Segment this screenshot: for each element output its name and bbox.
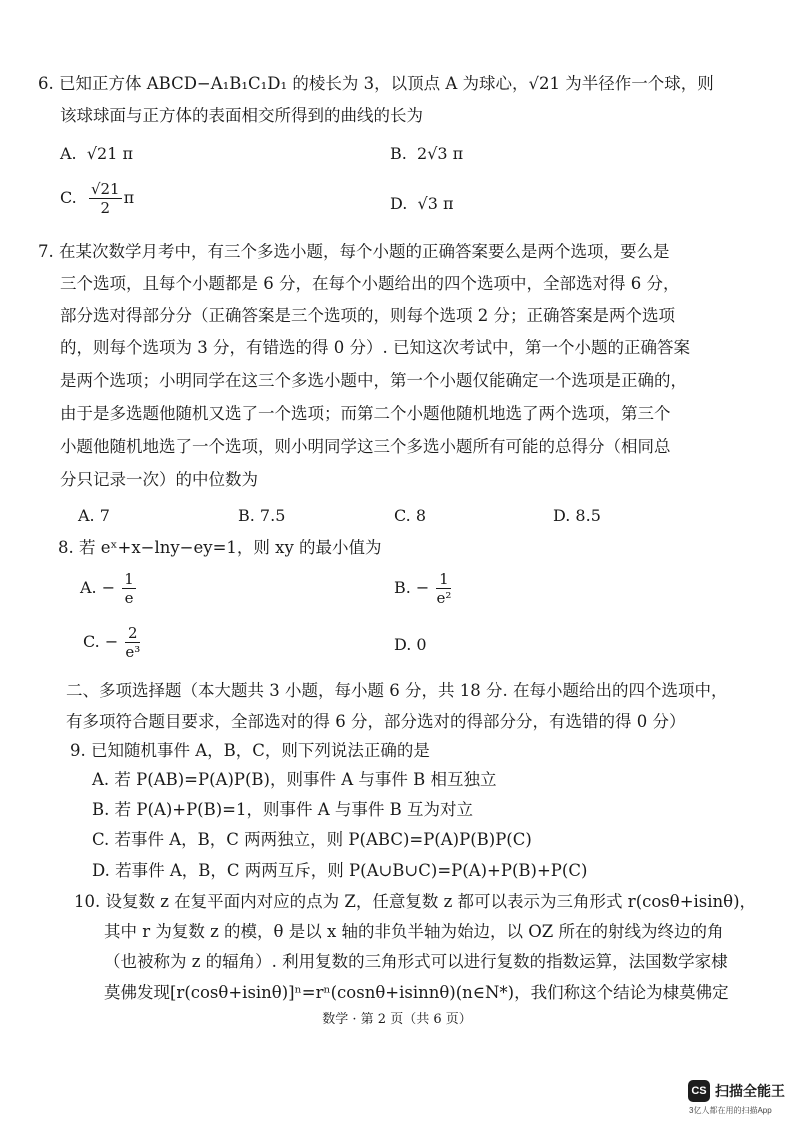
q7-option-d: D. 8.5 — [553, 506, 601, 525]
q7-stem-line1: 7. 在某次数学月考中，有三个多选小题，每个小题的正确答案要么是两个选项，要么是 — [38, 242, 670, 261]
q8-option-b: B. − $\frac{1}{\text{e²}}$ — [394, 570, 452, 607]
q10-stem-line1: 10. 设复数 z 在复平面内对应的点为 Z，任意复数 z 都可以表示为三角形式 r(cosθ+isinθ)， — [74, 892, 757, 911]
q7-stem-line2: 三个选项，且每个小题都是 6 分，在每个小题给出的四个选项中，全部选对得 6 分， — [60, 274, 680, 293]
q9-option-a: A. 若 P(AB)=P(A)P(B)，则事件 A 与事件 B 相互独立 — [92, 770, 497, 789]
q6-option-c-fraction: $\frac{√21}{2}$ — [90, 180, 120, 217]
section2-heading-line2: 有多项符合题目要求，全部选对的得 6 分，部分选对的得部分分，有选错的得 0 分） — [66, 712, 686, 731]
q7-option-c: C. 8 — [394, 506, 427, 525]
q8-option-d: D. 0 — [394, 635, 427, 654]
q6-option-a: A. √21 π — [60, 144, 133, 163]
q7-stem-line3: 部分选对得部分分（正确答案是三个选项的，则每个选项 2 分；正确答案是两个选项 — [60, 306, 675, 325]
q9-stem: 9. 已知随机事件 A，B，C，则下列说法正确的是 — [70, 741, 430, 760]
q9-option-b: B. 若 P(A)+P(B)=1，则事件 A 与事件 B 互为对立 — [92, 800, 474, 819]
q7-option-b: B. 7.5 — [238, 506, 286, 525]
q7-stem-line8: 分只记录一次）的中位数为 — [60, 470, 258, 489]
q6-option-d: D. √3 π — [390, 194, 454, 213]
q6-stem-line2: 该球球面与正方体的表面相交所得到的曲线的长为 — [60, 106, 423, 125]
q7-stem-line5: 是两个选项；小明同学在这三个多选小题中，第一个小题仅能确定一个选项是正确的， — [60, 371, 687, 390]
page-footer: 数学 · 第 2 页（共 6 页） — [322, 1012, 472, 1027]
q8-option-a-fraction: $\frac{1}{e}$ — [124, 570, 134, 607]
camscanner-logo-icon: CS — [688, 1080, 710, 1102]
q6-option-c: C. $\frac{√21}{2}$ π — [60, 180, 135, 217]
camscanner-name: 扫描全能王 — [715, 1083, 785, 1099]
q9-option-c: C. 若事件 A，B，C 两两独立，则 P(ABC)=P(A)P(B)P(C) — [92, 830, 532, 849]
q8-stem: 8. 若 eˣ+x−lny−ey=1，则 xy 的最小值为 — [58, 538, 382, 557]
q6-option-b: B. 2√3 π — [390, 144, 464, 163]
q7-stem-line4: 的，则每个选项为 3 分，有错选的得 0 分）. 已知这次考试中，第一个小题的正确答案 — [60, 338, 690, 357]
q10-stem-line4: 莫佛发现[r(cosθ+isinθ)]ⁿ=rⁿ(cosnθ+isinnθ)(n∈N*)，我们称这个结论为棣莫佛定 — [104, 983, 729, 1002]
q6-option-b-value: 2√3 π — [417, 144, 464, 163]
q10-stem-line3: （也被称为 z 的辐角）. 利用复数的三角形式可以进行复数的指数运算，法国数学家棣 — [104, 952, 728, 971]
q8-option-c-fraction: $\frac{2}{\text{e³}}$ — [125, 624, 141, 661]
q7-stem-line6: 由于是多选题他随机又选了一个选项；而第二个小题他随机地选了两个选项，第三个 — [60, 404, 671, 423]
q7-stem-line7: 小题他随机地选了一个选项，则小明同学这三个多选小题所有可能的总得分（相同总 — [60, 437, 671, 456]
q8-option-b-fraction: $\frac{1}{\text{e²}}$ — [436, 570, 452, 607]
q6-option-d-value: √3 π — [417, 194, 454, 213]
q8-option-a: A. − $\frac{1}{e}$ — [80, 570, 134, 607]
q9-option-d: D. 若事件 A，B，C 两两互斥，则 P(A∪B∪C)=P(A)+P(B)+P(C) — [92, 861, 588, 880]
q10-stem-line2: 其中 r 为复数 z 的模，θ 是以 x 轴的非负半轴为始边，以 OZ 所在的射线为终边的角 — [104, 922, 724, 941]
q7-option-a: A. 7 — [78, 506, 110, 525]
scanner-watermark — [688, 1078, 788, 1118]
q8-option-c: C. − $\frac{2}{\text{e³}}$ — [83, 624, 141, 661]
q6-option-a-value: √21 π — [86, 144, 133, 163]
section2-heading-line1: 二、多项选择题（本大题共 3 小题，每小题 6 分，共 18 分. 在每小题给出的四个选项中， — [66, 681, 728, 700]
camscanner-slogan: 3亿人都在用的扫描App — [689, 1106, 772, 1115]
q6-stem-line1: 6. 已知正方体 ABCD−A₁B₁C₁D₁ 的棱长为 3，以顶点 A 为球心，√21 为半径作一个球，则 — [38, 74, 714, 93]
